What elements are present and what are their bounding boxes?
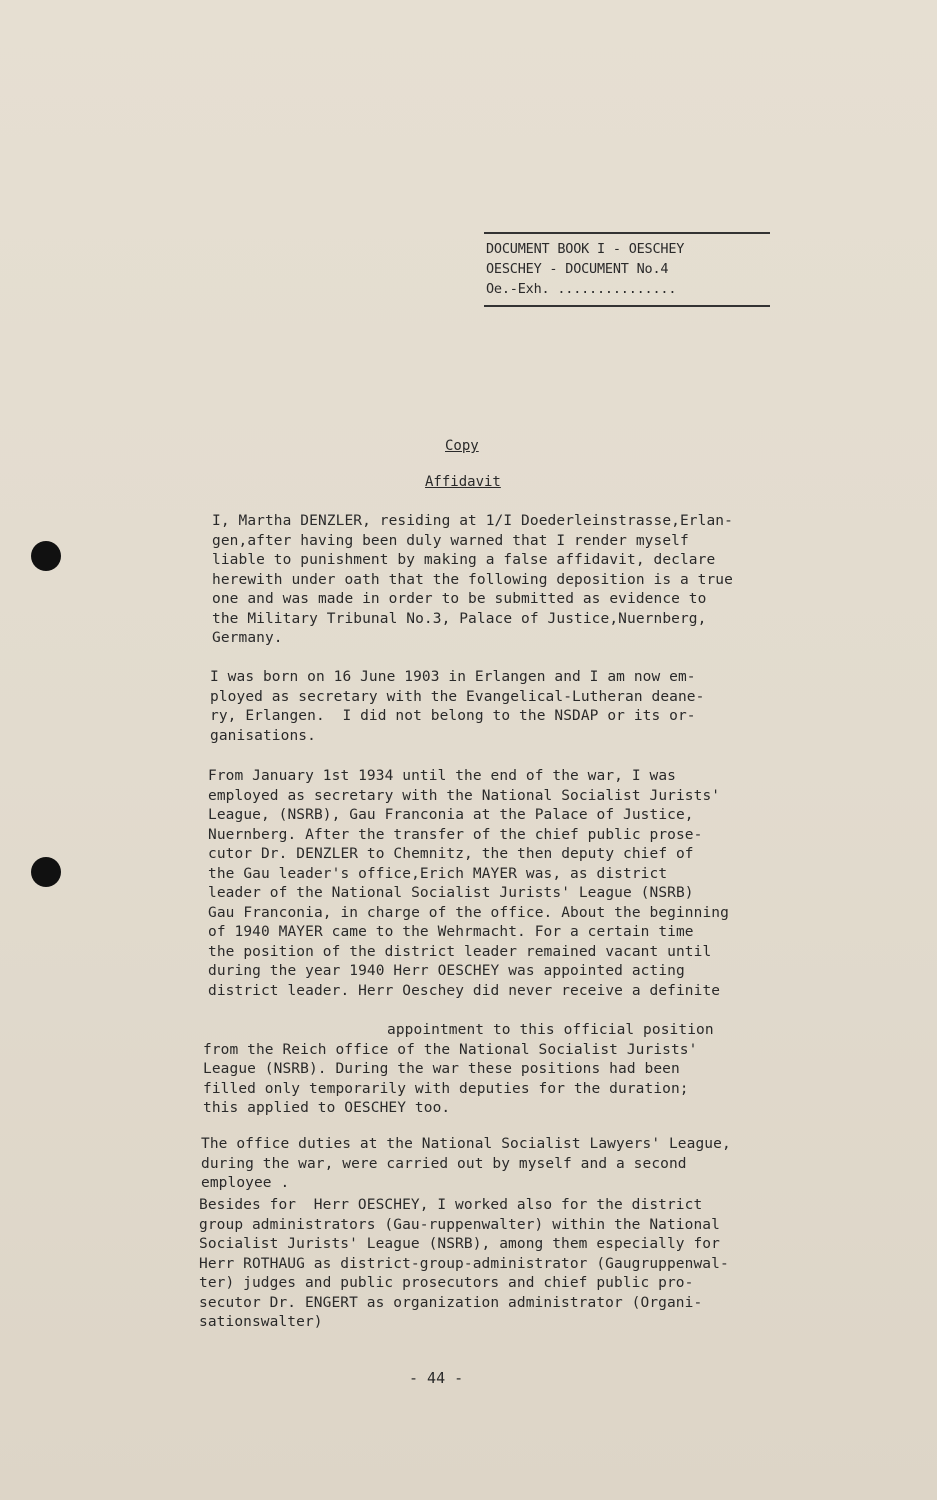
text-line: ry, Erlangen. I did not belong to the NSDAP or its or- <box>210 708 696 724</box>
text-line: Germany. <box>212 630 283 646</box>
punch-hole-bottom <box>31 857 61 887</box>
text-line: Herr ROTHAUG as district-group-administrator (Gaugruppenwal- <box>199 1255 729 1272</box>
text-line: during the war, were carried out by myself and a second <box>201 1155 687 1172</box>
header-line-1: DOCUMENT BOOK I - OESCHEY <box>486 241 685 257</box>
text-line: I, Martha DENZLER, residing at 1/I Doederleinstrasse,Erlan- <box>212 513 733 529</box>
text-line: one and was made in order to be submitted as evidence to <box>212 591 707 607</box>
text-line: cutor Dr. DENZLER to Chemnitz, the then deputy chief of <box>208 846 694 862</box>
header-line-3: Oe.-Exh. ............... <box>486 281 677 297</box>
text-line: liable to punishment by making a false affidavit, declare <box>212 552 716 568</box>
text-line: gen,after having been duly warned that I render myself <box>212 532 689 549</box>
text-line: group administrators (Gau-ruppenwalter) within the National <box>199 1216 720 1233</box>
text-line: From January 1st 1934 until the end of the war, I was <box>208 768 676 784</box>
text-line: district leader. Herr Oeschey did never receive a definite <box>208 982 721 999</box>
text-line: during the year 1940 Herr OESCHEY was appointed acting <box>208 963 685 979</box>
paragraph-personal <box>210 668 704 746</box>
text-line: League, (NSRB), Gau Franconia at the Palace of Justice, <box>208 807 694 823</box>
page-number: - 44 - <box>409 1369 464 1387</box>
text-line: herewith under oath that the following deposition is a true <box>212 571 733 588</box>
text-line: secutor Dr. ENGERT as organization administrator (Organi- <box>199 1294 703 1311</box>
text-line: Nuernberg. After the transfer of the chief public prose- <box>208 826 703 843</box>
text-line: employee . <box>201 1175 290 1191</box>
text-line: this applied to OESCHEY too. <box>203 1100 451 1116</box>
text-line: leader of the National Socialist Jurists' League (NSRB) <box>208 885 694 901</box>
text-line: League (NSRB). During the war these positions had been <box>203 1061 680 1077</box>
text-line: appointment to this official position <box>387 1022 714 1038</box>
header-line-2: OESCHEY - DOCUMENT No.4 <box>486 261 669 277</box>
paragraph-oath <box>212 512 733 649</box>
paragraph-office-duties <box>201 1135 731 1194</box>
text-line: I was born on 16 June 1903 in Erlangen and I am now em- <box>210 669 696 685</box>
text-line: the Military Tribunal No.3, Palace of Justice,Nuernberg, <box>212 610 707 627</box>
text-line: of 1940 MAYER came to the Wehrmacht. For a certain time <box>208 924 694 940</box>
text-line: the Gau leader's office,Erich MAYER was, as district <box>208 865 668 882</box>
text-line: ter) judges and public prosecutors and chief public pro- <box>199 1275 694 1291</box>
paragraph-administrators <box>199 1196 729 1333</box>
paragraph-employment-continued <box>203 1021 714 1119</box>
text-line: employed as secretary with the National Socialist Jurists' <box>208 787 721 804</box>
text-line: sationswalter) <box>199 1314 323 1330</box>
text-line: from the Reich office of the National Socialist Jurists' <box>203 1041 698 1058</box>
text-line: Gau Franconia, in charge of the office. About the beginning <box>208 904 729 921</box>
paragraph-employment <box>208 767 729 1001</box>
text-line: ganisations. <box>210 727 316 744</box>
punch-hole-top <box>31 541 61 571</box>
text-line: Socialist Jurists' League (NSRB), among them especially for <box>199 1236 720 1252</box>
text-line: ployed as secretary with the Evangelical-Lutheran deane- <box>210 688 705 705</box>
copy-heading: Copy <box>445 438 479 454</box>
text-line: filled only temporarily with deputies for the duration; <box>203 1080 689 1097</box>
document-reference-header <box>484 232 770 307</box>
affidavit-heading: Affidavit <box>425 474 501 490</box>
text-line: The office duties at the National Socialist Lawyers' League, <box>201 1136 731 1152</box>
text-line: Besides for Herr OESCHEY, I worked also for the district <box>199 1197 703 1213</box>
text-line: the position of the district leader remained vacant until <box>208 943 712 960</box>
